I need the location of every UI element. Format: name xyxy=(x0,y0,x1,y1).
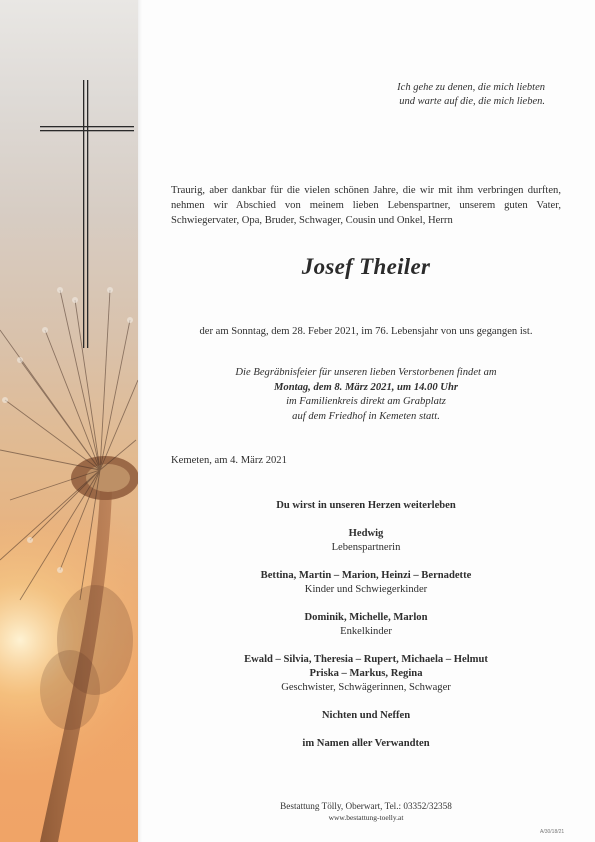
nieces-nephews: Nichten und Neffen xyxy=(321,710,411,721)
partner-name: Hedwig xyxy=(348,528,384,539)
document-code: A/30/18/21 xyxy=(540,829,565,835)
verse-line-2: und warte auf die, die mich lieben. xyxy=(399,96,545,107)
relatives: im Namen aller Verwandten xyxy=(302,738,430,749)
siblings-line-1: Ewald – Silvia, Theresia – Rupert, Michaela – Helmut xyxy=(244,654,488,665)
mourners-list xyxy=(171,499,561,751)
children-names: Bettina, Martin – Marion, Heinzi – Bernadette xyxy=(260,570,472,581)
motto: Du wirst in unseren Herzen weiterleben xyxy=(276,500,456,511)
intro-text: Traurig, aber dankbar für die vielen schönen Jahre, die wir mit ihm verbringen durften, nehmen wir Abschied von meinem lieben Lebenspartner, unserem guten Vater, Schwiegervater, Opa, Bruder, Schwager, Cousin und Onkel, Herrn xyxy=(171,185,561,226)
grandchildren-role: Enkelkinder xyxy=(340,626,392,637)
funeral-service-info xyxy=(171,366,561,424)
service-line-1: Die Begräbnisfeier für unseren lieben Verstorbenen findet am xyxy=(235,367,497,378)
cross-icon xyxy=(40,80,136,350)
siblings-role: Geschwister, Schwägerinnen, Schwager xyxy=(281,682,451,693)
undertaker-website: www.bestattung-toelly.at xyxy=(328,813,404,822)
service-line-4: auf dem Friedhof in Kemeten statt. xyxy=(292,410,440,422)
memorial-verse xyxy=(330,81,545,109)
deceased-name: Josef Theiler xyxy=(301,254,431,279)
strip-shadow xyxy=(138,0,142,842)
siblings-line-2: Priska – Markus, Regina xyxy=(309,668,423,679)
undertaker-info: Bestattung Tölly, Oberwart, Tel.: 03352/32358 xyxy=(280,801,452,811)
service-line-3: im Familienkreis direkt am Grabplatz xyxy=(286,396,446,407)
children-role: Kinder und Schwiegerkinder xyxy=(304,584,428,595)
undertaker-footer xyxy=(171,800,561,824)
place-date: Kemeten, am 4. März 2021 xyxy=(171,455,287,466)
verse-line-1: Ich gehe zu denen, die mich liebten xyxy=(397,82,545,93)
grandchildren-names: Dominik, Michelle, Marlon xyxy=(304,612,428,623)
partner-role: Lebenspartnerin xyxy=(331,542,401,553)
service-date-time: Montag, dem 8. März 2021, um 14.00 Uhr xyxy=(274,381,458,393)
death-announcement: der am Sonntag, dem 28. Feber 2021, im 76. Lebensjahr von uns gegangen ist. xyxy=(199,326,533,337)
